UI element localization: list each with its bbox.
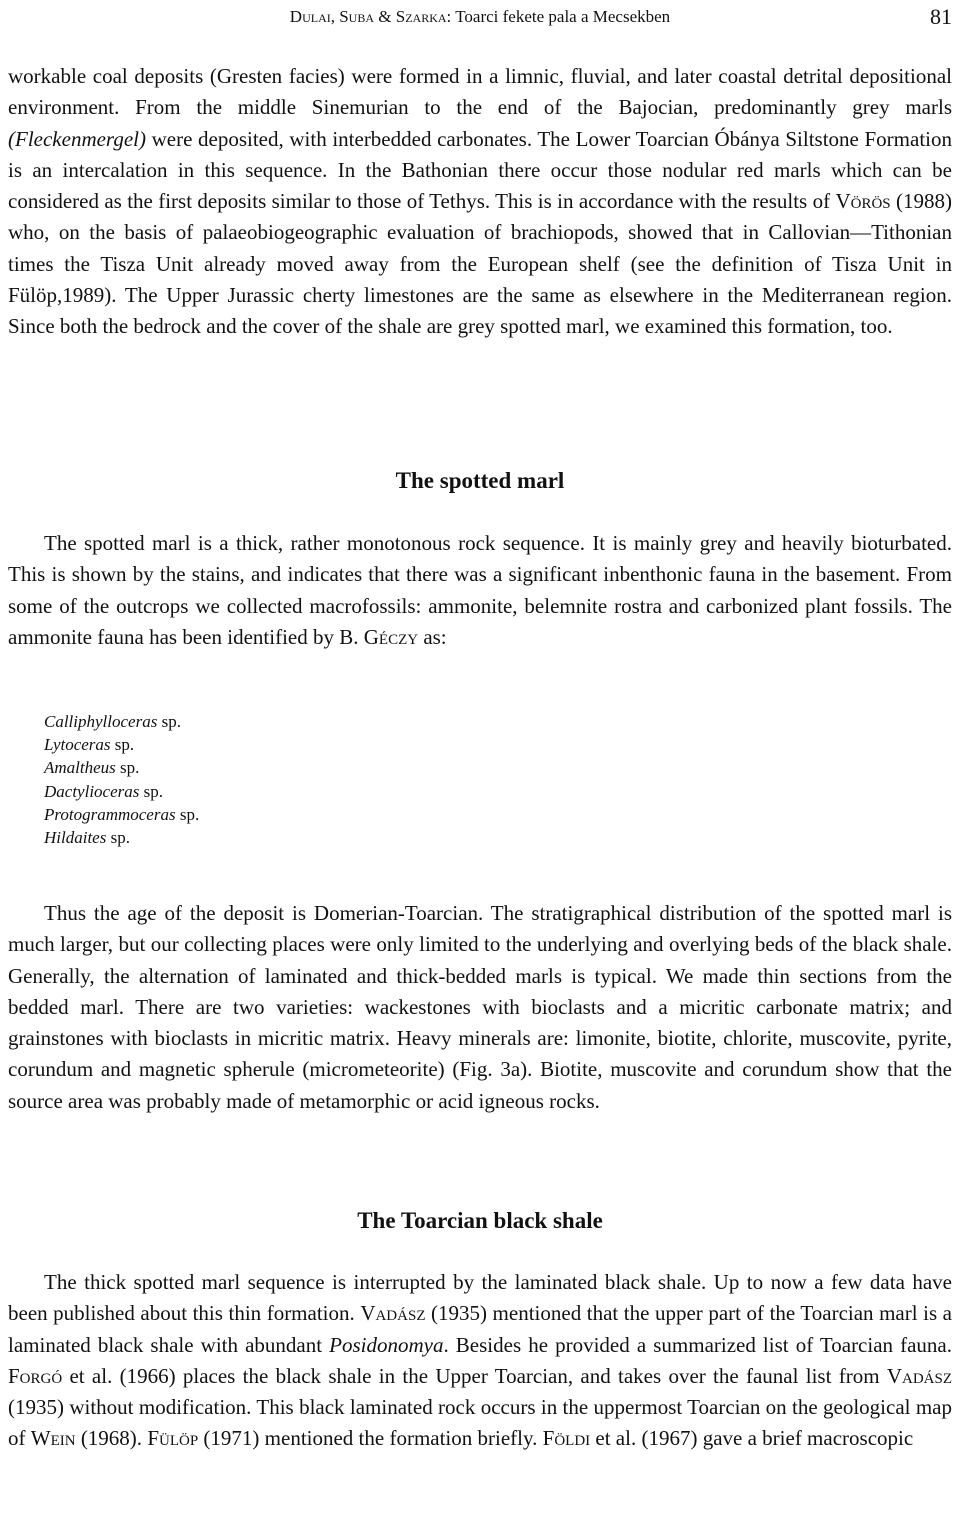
black-shale-text-1: The thick spotted marl sequence is interrupted by the laminated black shale. Up to now a few data have been published about this thin formation.	[8, 1270, 952, 1326]
header-title-separator: :	[446, 7, 456, 26]
species-suffix: sp.	[115, 758, 140, 778]
species-genus: Amaltheus	[44, 758, 116, 778]
spotted-marl-paragraph-2: Thus the age of the deposit is Domerian-Toarcian. The stratigraphical distribution of the spotted marl is much larger, but our collecting places were only limited to the underlying and overlying beds of the black shale. Generally, the alternation of laminated and thick-bedded marls is typical. We made thin sections from the bedded marl. There are two varieties: wackestones with bioclasts and a micritic carbonate matrix; and grainstones with bioclasts in micritic matrix. Heavy minerals are: limonite, biotite, chlorite, muscovite, pyrite, corundum and magnetic spherule (micrometeorite) (Fig. 3a). Biotite, muscovite and corundum show that the source area was probably made of metamorphic or acid igneous rocks.	[8, 901, 952, 1113]
author-foldi: Földi	[542, 1426, 591, 1451]
species-suffix: sp.	[110, 735, 135, 755]
running-head-title	[290, 7, 670, 26]
author-forgo: Forgó	[8, 1363, 63, 1388]
black-shale-text-2: (1935) mentioned that the upper part of the Toarcian marl is a laminated black shale with abundant	[8, 1301, 952, 1357]
intro-paragraph	[8, 61, 952, 343]
section-heading-spotted-marl: The spotted marl	[395, 468, 565, 493]
species-item	[44, 803, 199, 826]
intro-text-1: workable coal deposits (Gresten facies) were formed in a limnic, fluvial, and later coastal detrital depositional environment. From the middle Sinemurian to the end of the Bajocian, predominantly grey marls	[8, 64, 952, 120]
author-vadasz: Vadász	[360, 1301, 426, 1326]
author-voros: Vörös	[835, 189, 891, 214]
author-wein: Wein	[30, 1426, 76, 1451]
running-head	[8, 4, 952, 30]
species-suffix: sp.	[157, 712, 181, 731]
spotted-marl-text-1: The spotted marl is a thick, rather monotonous rock sequence. It is mainly grey and heavily bioturbated. This is shown by the stains, and indicates that there was a significant inbenthonic fauna in the basement. From some of the outcrops we collected macrofossils: ammonite, belemnite rostra and carbonized plant fossils. The ammonite fauna has been identified by B.	[8, 531, 952, 649]
header-authors: Dulai, Suba & Szarka	[289, 7, 447, 26]
species-suffix: sp.	[139, 781, 163, 801]
genus-posidonomya: Posidonomya	[329, 1332, 444, 1357]
black-shale-text-3: . Besides he provided a summarized list of Toarcian fauna.	[443, 1332, 952, 1357]
species-item	[44, 780, 199, 803]
intro-text-2: were deposited, with interbedded carbonates. The Lower Toarcian Óbánya Siltstone Formation is an intercalation in this sequence. In the Bathonian there occur those nodular red marls which can be considered as the first deposits similar to those of Tethys. This is in accordance with the results of	[8, 126, 952, 214]
spotted-marl-text-2: as:	[418, 624, 447, 649]
ammonite-species-list	[44, 710, 199, 849]
page-number: 81	[930, 4, 952, 29]
section-heading-toarcian-black-shale: The Toarcian black shale	[357, 1208, 603, 1233]
black-shale-text-6: (1968).	[75, 1426, 148, 1451]
intro-term-fleckenmergel: (Fleckenmergel)	[8, 126, 146, 151]
black-shale-text-8: et al. (1967) gave a brief macroscopic	[590, 1426, 914, 1451]
species-suffix: sp.	[175, 804, 200, 824]
spotted-marl-paragraph-1	[8, 528, 952, 653]
intro-text-3: (1988) who, on the basis of palaeobiogeographic evaluation of brachiopods, showed that in Callovian—Tithonian times the Tisza Unit already moved away from the European shelf (see the definition of Tisza Unit in Fülöp,1989). The Upper Jurassic cherty limestones are the same as elsewhere in the Mediterranean region. Since both the bedrock and the cover of the shale are grey spotted marl, we examined this formation, too.	[8, 189, 952, 339]
species-genus: Hildaites	[44, 828, 107, 848]
black-shale-text-5: (1935) without modification. This black laminated rock occurs in the uppermost Toarcian on the geological map of	[8, 1395, 952, 1451]
species-genus: Lytoceras	[44, 735, 111, 755]
species-item	[44, 710, 199, 733]
author-fulop: Fülöp	[147, 1426, 199, 1451]
black-shale-text-4: et al. (1966) places the black shale in the Upper Toarcian, and takes over the faunal list from	[62, 1363, 887, 1388]
species-item	[44, 756, 199, 779]
black-shale-text-7: (1971) mentioned the formation briefly.	[198, 1426, 543, 1451]
species-item	[44, 733, 199, 756]
species-suffix: sp.	[106, 828, 130, 848]
species-item	[44, 826, 199, 849]
author-vadasz: Vadász	[886, 1363, 952, 1388]
author-geczy: Géczy	[363, 624, 419, 649]
black-shale-paragraph	[8, 1267, 952, 1455]
header-title: Toarci fekete pala a Mecsekben	[455, 7, 671, 26]
species-genus: Protogrammoceras	[44, 804, 176, 824]
species-genus: Calliphylloceras	[44, 712, 158, 731]
species-genus: Dactylioceras	[44, 781, 140, 801]
